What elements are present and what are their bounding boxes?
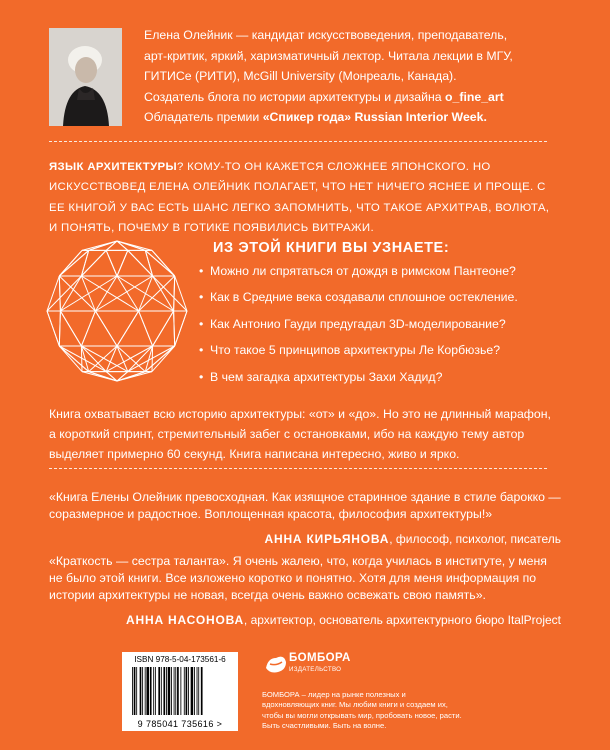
bullet-icon: •	[199, 290, 204, 305]
quote-author	[49, 531, 561, 548]
list-item	[199, 290, 579, 316]
quote-text: «Краткость — сестра таланта». Я очень жалею, что, когда училась в институте, у меня не было этой книги. Все изложено коротко и понятно. Хотя для меня информация по истории архитектуры не новая, всегда очень важно освежать свою память».	[49, 554, 547, 602]
publisher-note: БОМБОРА – лидер на рынке полезных и вдохновляющих книг. Мы любим книги и создаем их, чтобы вы могли открывать мир, пробовать новое, расти. Быть счастливыми. Быть на волне.	[262, 690, 462, 731]
list-item-text: В чем загадка архитектуры Захи Хадид?	[210, 369, 443, 384]
author-photo	[49, 28, 122, 126]
sphere-edge	[106, 250, 117, 276]
quote-author-role: , философ, психолог, писатель	[389, 532, 561, 546]
quote-author	[49, 612, 561, 629]
barcode-bar	[198, 667, 199, 715]
barcode-bar	[194, 667, 195, 715]
sphere-edge	[106, 346, 117, 372]
review-quote	[49, 489, 561, 548]
barcode-bar	[145, 667, 146, 715]
sphere-edge	[59, 250, 88, 276]
quote-text: «Книга Елены Олейник превосходная. Как изящное старинное здание в стиле барокко — соразмерное и радостное. Воплощенная красота, философия архитектуры!»	[49, 490, 561, 521]
barcode-bars-icon	[132, 667, 228, 715]
barcode-bar	[184, 667, 185, 715]
quote-author-name: АННА НАСОНОВА	[126, 613, 244, 627]
barcode-bar	[201, 667, 203, 715]
barcode	[122, 652, 238, 731]
barcode-bar	[168, 667, 171, 715]
bio-line	[144, 87, 584, 108]
sphere-edge	[117, 241, 145, 250]
barcode-bar	[153, 667, 154, 715]
sphere-edge	[153, 311, 174, 346]
barcode-bar	[166, 667, 167, 715]
barcode-bar	[197, 667, 198, 715]
list-item-text: Как Антонио Гауди предугадал 3D-моделирование?	[210, 316, 506, 331]
barcode-bar	[142, 667, 143, 715]
publisher-sub: ИЗДАТЕЛЬСТВО	[289, 666, 342, 673]
book-description: Книга охватывает всю историю архитектуры: «от» и «до». Но это не длинный марафон, а короткий спринт, стремительный забег с остановками, ибо на каждую тему автор выделяет примерно 60 секунд. Книга написана интересно, живо и ярко.	[49, 407, 551, 462]
barcode-bar	[163, 667, 165, 715]
sphere-edge	[145, 346, 174, 372]
barcode-bar	[191, 667, 194, 715]
barcode-bar	[140, 667, 142, 715]
list-item	[199, 370, 579, 396]
barcode-bar	[155, 667, 156, 715]
learn-list	[199, 264, 579, 396]
publisher-name: БОМБОРА	[289, 652, 351, 664]
barcode-bar	[186, 667, 188, 715]
sphere-edge	[175, 276, 187, 311]
sphere-edge	[174, 311, 175, 346]
intro-lead: ЯЗЫК АРХИТЕКТУРЫ	[49, 161, 177, 173]
bio-line: ГИТИСе (РИТИ), McGill University (Монреаль, Канада).	[144, 69, 457, 83]
list-item	[199, 317, 579, 343]
sphere-edge	[89, 372, 117, 381]
barcode-bar	[134, 667, 136, 715]
barcode-bar	[180, 667, 181, 715]
list-item-text: Можно ли спрятаться от дождя в римском Пантеоне?	[210, 264, 516, 278]
sphere-edge	[81, 311, 95, 346]
sphere-edge	[95, 311, 117, 346]
sphere-edge	[139, 276, 153, 311]
barcode-bar	[146, 667, 149, 715]
divider	[49, 141, 547, 142]
bio-blog-text: Создатель блога по истории архитектуры и дизайна	[144, 89, 445, 104]
barcode-bar	[158, 667, 160, 715]
sphere-edge	[117, 276, 139, 311]
quote-author-name: АННА КИРЬЯНОВА	[264, 532, 390, 546]
blog-handle: o_fine_art	[445, 89, 504, 104]
barcode-bar	[174, 667, 175, 715]
sphere-edge	[95, 276, 117, 311]
barcode-bar	[150, 667, 152, 715]
bullet-icon: •	[199, 316, 204, 331]
bio-line	[144, 107, 584, 128]
sphere-edge	[145, 250, 174, 276]
quote-author-role: , архитектор, основатель архитектурного бюро ItalProject	[243, 613, 561, 627]
divider	[49, 468, 547, 469]
bullet-icon: •	[199, 343, 204, 358]
barcode-bar	[171, 667, 172, 715]
sphere-edge	[139, 311, 153, 346]
sphere-edge	[117, 250, 128, 276]
sphere-edge	[152, 346, 175, 372]
geodesic-sphere-icon	[44, 238, 190, 384]
barcode-number: 9 785041 735616 >	[137, 719, 223, 729]
bullet-icon: •	[199, 264, 204, 278]
barcode-bar	[136, 667, 137, 715]
sphere-edge	[59, 276, 60, 311]
author-portrait-icon	[49, 28, 122, 126]
list-item	[199, 264, 579, 290]
list-item-text: Как в Средние века создавали сплошное остекление.	[210, 290, 518, 305]
list-item	[199, 343, 579, 369]
barcode-bar	[132, 667, 133, 715]
sphere-edge	[47, 311, 59, 346]
list-item-text: Что такое 5 принципов архитектуры Ле Корбюзье?	[210, 343, 501, 358]
sphere-edge	[89, 241, 117, 250]
sphere-edge	[117, 372, 145, 381]
bio-line: арт-критик, яркий, харизматичный лектор. Читала лекции в МГУ,	[144, 48, 513, 63]
review-quote	[49, 553, 561, 629]
barcode-bar	[188, 667, 189, 715]
sphere-edge	[81, 276, 95, 311]
sphere-edge	[60, 311, 81, 346]
bio-award-text: Обладатель премии	[144, 110, 263, 124]
intro-text: ? КОМУ-ТО ОН КАЖЕТСЯ СЛОЖНЕЕ ЯПОНСКОГО. НО ИСКУССТВОВЕД ЕЛЕНА ОЛЕЙНИК ПОЛАГАЕТ, ЧТО НЕТ НИЧЕГО ЯСНЕЕ И ПРОЩЕ. С ЕЕ КНИГОЙ У ВАС ЕСТЬ ШАНС ЛЕГКО ЗАПОМНИТЬ, ЧТО ТАКОЕ АРХИТРАВ, ВОЛЮТА, И ПОНЯТЬ, ПОЧЕМУ В ГОТИКЕ ПОЯВИЛИСЬ ВИТРАЖИ.	[49, 161, 550, 235]
sphere-edge	[117, 346, 128, 372]
sphere-edge	[59, 311, 60, 346]
sphere-edge	[117, 311, 139, 346]
sphere-edge	[59, 346, 82, 372]
sphere-edge	[175, 311, 187, 346]
barcode-bar	[177, 667, 179, 715]
barcode-bar	[175, 667, 176, 715]
award-name: «Спикер года» Russian Interior Week.	[262, 110, 487, 124]
sphere-edge	[59, 250, 82, 276]
intro-paragraph	[49, 157, 561, 239]
sphere-edge	[59, 346, 88, 372]
sphere-edge	[152, 250, 175, 276]
learn-title: ИЗ ЭТОЙ КНИГИ ВЫ УЗНАЕТЕ:	[213, 240, 450, 256]
sphere-edge	[174, 276, 175, 311]
author-bio	[144, 25, 584, 128]
isbn-label: ISBN 978-5-04-173561-6	[134, 655, 226, 664]
bullet-icon: •	[199, 369, 204, 384]
sphere-edge	[47, 276, 59, 311]
barcode-bar	[161, 667, 162, 715]
bio-line: Елена Олейник — кандидат искусствоведения, преподаватель,	[144, 28, 508, 42]
